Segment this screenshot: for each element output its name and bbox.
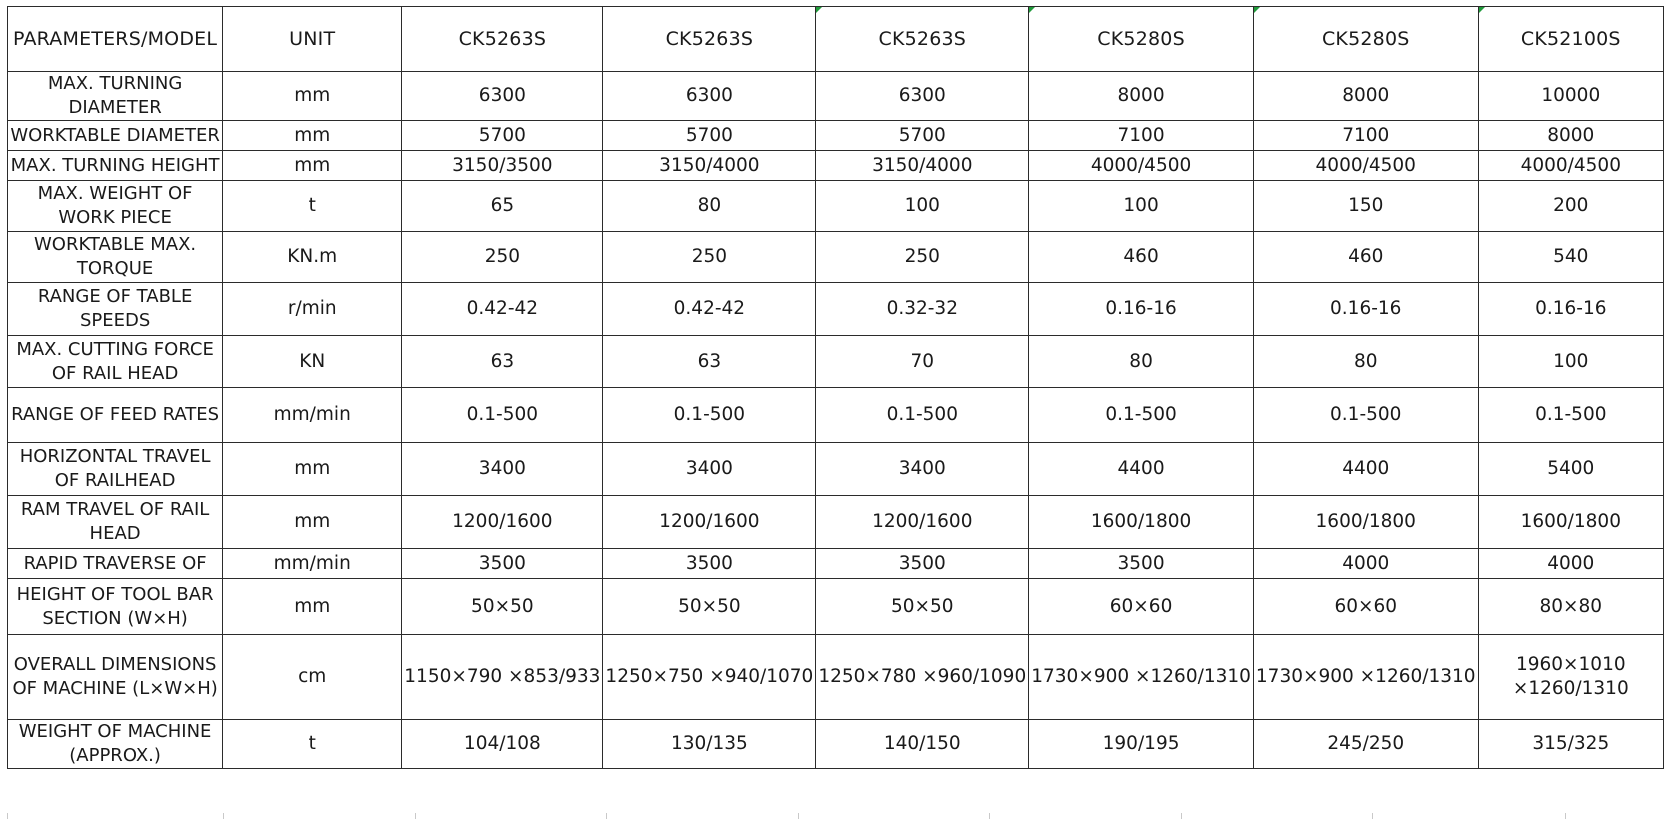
unit-cell[interactable]: mm — [223, 496, 402, 549]
parameter-cell[interactable]: HEIGHT OF TOOL BAR SECTION (W×H) — [8, 579, 223, 635]
value-cell[interactable]: 1730×900 ×1260/1310 — [1253, 635, 1478, 720]
header-parameters[interactable]: PARAMETERS/MODEL — [8, 7, 223, 72]
table-row — [8, 720, 1664, 769]
value-cell[interactable]: 50×50 — [816, 579, 1029, 635]
table-row — [8, 579, 1664, 635]
value-cell[interactable]: 80 — [603, 181, 816, 232]
value-cell[interactable]: 3500 — [402, 549, 603, 579]
value-cell[interactable]: 0.1-500 — [402, 388, 603, 443]
value-cell[interactable]: 1730×900 ×1260/1310 — [1029, 635, 1254, 720]
unit-cell[interactable]: t — [223, 181, 402, 232]
value-cell[interactable]: 0.16-16 — [1478, 283, 1663, 336]
parameter-cell[interactable]: RANGE OF TABLE SPEEDS — [8, 283, 223, 336]
unit-cell[interactable]: t — [223, 720, 402, 769]
value-cell[interactable]: 1250×750 ×940/1070 — [603, 635, 816, 720]
value-cell[interactable]: 60×60 — [1253, 579, 1478, 635]
unit-cell[interactable]: r/min — [223, 283, 402, 336]
value-cell[interactable]: 70 — [816, 336, 1029, 388]
header-unit[interactable]: UNIT — [223, 7, 402, 72]
value-cell[interactable]: 5700 — [816, 121, 1029, 151]
value-cell[interactable]: 1600/1800 — [1029, 496, 1254, 549]
table-row — [8, 72, 1664, 121]
value-cell[interactable]: 6300 — [402, 72, 603, 121]
value-cell[interactable]: 65 — [402, 181, 603, 232]
value-cell[interactable]: 0.32-32 — [816, 283, 1029, 336]
spec-table — [7, 6, 1664, 769]
value-cell[interactable]: 104/108 — [402, 720, 603, 769]
value-cell[interactable]: 60×60 — [1029, 579, 1254, 635]
header-model[interactable]: CK5263S — [402, 7, 603, 72]
table-row — [8, 181, 1664, 232]
value-cell[interactable]: 200 — [1478, 181, 1663, 232]
value-cell[interactable]: 3400 — [402, 443, 603, 496]
value-cell[interactable]: 80 — [1029, 336, 1254, 388]
value-cell[interactable]: 315/325 — [1478, 720, 1663, 769]
value-cell[interactable]: 8000 — [1478, 121, 1663, 151]
value-cell[interactable]: 250 — [816, 232, 1029, 283]
parameter-cell[interactable]: HORIZONTAL TRAVEL OF RAILHEAD — [8, 443, 223, 496]
header-model[interactable]: CK5263S — [603, 7, 816, 72]
value-cell[interactable]: 245/250 — [1253, 720, 1478, 769]
value-cell[interactable]: 50×50 — [402, 579, 603, 635]
table-row — [8, 283, 1664, 336]
value-cell[interactable]: 190/195 — [1029, 720, 1254, 769]
value-cell[interactable]: 0.16-16 — [1253, 283, 1478, 336]
value-cell[interactable]: 250 — [402, 232, 603, 283]
parameter-cell[interactable]: WEIGHT OF MACHINE (APPROX.) — [8, 720, 223, 769]
unit-cell[interactable]: mm — [223, 121, 402, 151]
value-cell[interactable]: 130/135 — [603, 720, 816, 769]
value-cell[interactable]: 1600/1800 — [1253, 496, 1478, 549]
value-cell[interactable]: 540 — [1478, 232, 1663, 283]
value-cell[interactable]: 4000/4500 — [1478, 151, 1663, 181]
parameter-cell[interactable]: RAPID TRAVERSE OF — [8, 549, 223, 579]
parameter-cell[interactable]: OVERALL DIMENSIONS OF MACHINE (L×W×H) — [8, 635, 223, 720]
unit-cell[interactable]: mm — [223, 579, 402, 635]
value-cell[interactable]: 0.1-500 — [1478, 388, 1663, 443]
table-row — [8, 635, 1664, 720]
table-row — [8, 443, 1664, 496]
value-cell[interactable]: 3150/4000 — [603, 151, 816, 181]
value-cell[interactable]: 460 — [1253, 232, 1478, 283]
value-cell[interactable]: 3400 — [603, 443, 816, 496]
value-cell[interactable]: 4000/4500 — [1253, 151, 1478, 181]
value-cell[interactable]: 0.42-42 — [402, 283, 603, 336]
value-cell[interactable]: 1200/1600 — [816, 496, 1029, 549]
header-model[interactable]: CK52100S — [1478, 7, 1663, 72]
value-cell[interactable]: 63 — [603, 336, 816, 388]
value-cell[interactable]: 0.42-42 — [603, 283, 816, 336]
unit-cell[interactable]: mm — [223, 72, 402, 121]
parameter-cell[interactable]: MAX. TURNING DIAMETER — [8, 72, 223, 121]
value-cell[interactable]: 4000 — [1253, 549, 1478, 579]
parameter-cell[interactable]: WORKTABLE DIAMETER — [8, 121, 223, 151]
value-cell[interactable]: 5400 — [1478, 443, 1663, 496]
value-cell[interactable]: 0.1-500 — [603, 388, 816, 443]
unit-cell[interactable]: mm/min — [223, 549, 402, 579]
value-cell[interactable]: 3500 — [816, 549, 1029, 579]
table-row — [8, 336, 1664, 388]
value-cell[interactable]: 1200/1600 — [402, 496, 603, 549]
value-cell[interactable]: 250 — [603, 232, 816, 283]
grid-continuation — [7, 813, 1566, 819]
value-cell[interactable]: 5700 — [603, 121, 816, 151]
header-row — [8, 7, 1664, 72]
value-cell[interactable]: 4400 — [1029, 443, 1254, 496]
unit-cell[interactable]: mm — [223, 443, 402, 496]
value-cell[interactable]: 3400 — [816, 443, 1029, 496]
value-cell[interactable]: 1600/1800 — [1478, 496, 1663, 549]
value-cell[interactable]: 1960×1010 ×1260/1310 — [1478, 635, 1663, 720]
value-cell[interactable]: 1150×790 ×853/933 — [402, 635, 603, 720]
unit-cell[interactable]: mm — [223, 151, 402, 181]
value-cell[interactable]: 100 — [816, 181, 1029, 232]
table-row — [8, 388, 1664, 443]
value-cell[interactable]: 3500 — [603, 549, 816, 579]
value-cell[interactable]: 8000 — [1029, 72, 1254, 121]
value-cell[interactable]: 1250×780 ×960/1090 — [816, 635, 1029, 720]
value-cell[interactable]: 0.16-16 — [1029, 283, 1254, 336]
value-cell[interactable]: 0.1-500 — [1253, 388, 1478, 443]
value-cell[interactable]: 63 — [402, 336, 603, 388]
parameter-cell[interactable]: RANGE OF FEED RATES — [8, 388, 223, 443]
value-cell[interactable]: 100 — [1478, 336, 1663, 388]
table-row — [8, 121, 1664, 151]
parameter-cell[interactable]: MAX. WEIGHT OF WORK PIECE — [8, 181, 223, 232]
value-cell[interactable]: 8000 — [1253, 72, 1478, 121]
value-cell[interactable]: 0.1-500 — [1029, 388, 1254, 443]
value-cell[interactable]: 1200/1600 — [603, 496, 816, 549]
value-cell[interactable]: 4000 — [1478, 549, 1663, 579]
value-cell[interactable]: 6300 — [603, 72, 816, 121]
header-model[interactable]: CK5280S — [1029, 7, 1254, 72]
value-cell[interactable]: 4000/4500 — [1029, 151, 1254, 181]
value-cell[interactable]: 4400 — [1253, 443, 1478, 496]
value-cell[interactable]: 7100 — [1253, 121, 1478, 151]
value-cell[interactable]: 3150/4000 — [816, 151, 1029, 181]
header-model[interactable]: CK5263S — [816, 7, 1029, 72]
value-cell[interactable]: 460 — [1029, 232, 1254, 283]
table-row — [8, 549, 1664, 579]
value-cell[interactable]: 7100 — [1029, 121, 1254, 151]
value-cell[interactable]: 10000 — [1478, 72, 1663, 121]
unit-cell[interactable]: mm/min — [223, 388, 402, 443]
table-row — [8, 496, 1664, 549]
unit-cell[interactable]: KN.m — [223, 232, 402, 283]
value-cell[interactable]: 3150/3500 — [402, 151, 603, 181]
value-cell[interactable]: 150 — [1253, 181, 1478, 232]
table-row — [8, 232, 1664, 283]
parameter-cell[interactable]: MAX. CUTTING FORCE OF RAIL HEAD — [8, 336, 223, 388]
value-cell[interactable]: 80×80 — [1478, 579, 1663, 635]
unit-cell[interactable]: cm — [223, 635, 402, 720]
value-cell[interactable]: 140/150 — [816, 720, 1029, 769]
header-model[interactable]: CK5280S — [1253, 7, 1478, 72]
value-cell[interactable]: 6300 — [816, 72, 1029, 121]
parameter-cell[interactable]: RAM TRAVEL OF RAIL HEAD — [8, 496, 223, 549]
unit-cell[interactable]: KN — [223, 336, 402, 388]
table-row — [8, 151, 1664, 181]
parameter-cell[interactable]: MAX. TURNING HEIGHT — [8, 151, 223, 181]
value-cell[interactable]: 50×50 — [603, 579, 816, 635]
value-cell[interactable]: 3500 — [1029, 549, 1254, 579]
value-cell[interactable]: 5700 — [402, 121, 603, 151]
value-cell[interactable]: 80 — [1253, 336, 1478, 388]
value-cell[interactable]: 0.1-500 — [816, 388, 1029, 443]
value-cell[interactable]: 100 — [1029, 181, 1254, 232]
parameter-cell[interactable]: WORKTABLE MAX. TORQUE — [8, 232, 223, 283]
